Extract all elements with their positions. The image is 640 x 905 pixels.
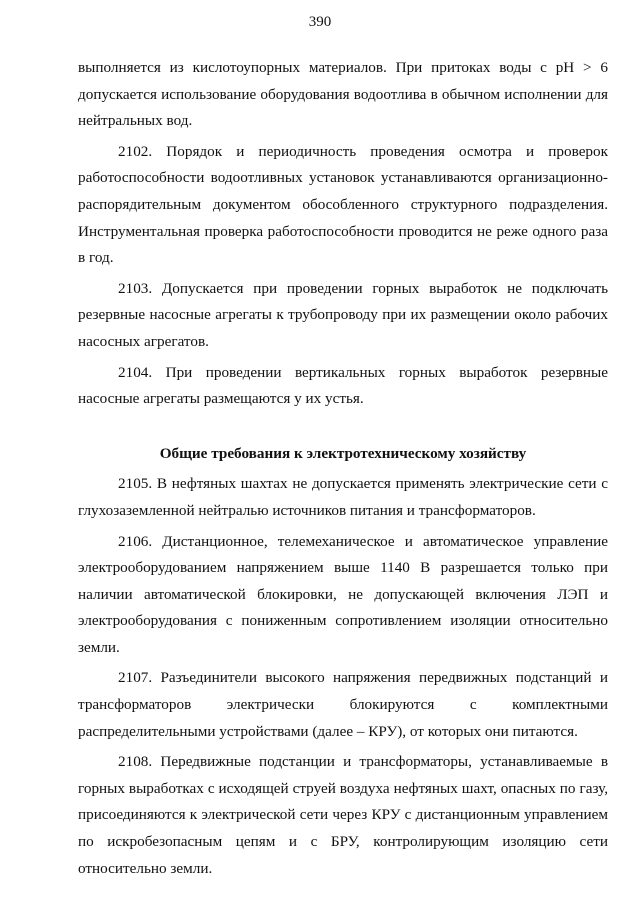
paragraph-2107: 2107. Разъединители высокого напряжения передвижных подстанций и трансформаторов электрически блокируются с комплектными распределительными устройствами (далее – КРУ), от которых они питаются. [78, 669, 608, 740]
section-heading: Общие требования к электротехническому хозяйству [159, 444, 527, 462]
document-body [78, 55, 608, 882]
paragraph-2103: 2103. Допускается при проведении горных выработок не подключать резервные насосные агрегаты к трубопроводу при их размещении около рабочих насосных агрегатов. [78, 279, 608, 350]
paragraph-continuation: выполняется из кислотоупорных материалов. При притоках воды с pH > 6 допускается использование оборудования водоотлива в обычном исполнении для нейтральных вод. [78, 59, 608, 130]
paragraph-2105: 2105. В нефтяных шахтах не допускается применять электрические сети с глухозаземленной нейтралью источников питания и трансформаторов. [78, 475, 608, 519]
paragraph-2106: 2106. Дистанционное, телемеханическое и автоматическое управление электрооборудованием напряжением выше 1140 В разрешается только при наличии автоматической блокировки, не допускающей включения ЛЭП и электрооборудования с пониженным сопротивлением изоляции относительно земли. [78, 532, 608, 656]
paragraph-2104: 2104. При проведении вертикальных горных выработок резервные насосные агрегаты размещаются у их устья. [78, 363, 608, 408]
page-number: 390 [308, 14, 332, 30]
paragraph-2108: 2108. Передвижные подстанции и трансформаторы, устанавливаемые в горных выработках с исходящей струей воздуха нефтяных шахт, опасных по газу, присоединяются к электрической сети через КРУ с дистанционным управлением по искробезопасным цепям и с БРУ, контролирующим изоляцию сети относительно земли. [78, 753, 608, 877]
paragraph-2102: 2102. Порядок и периодичность проведения осмотра и проверок работоспособности водоотливных установок устанавливаются организационно-распорядительным документом обособленного структурного подразделения. Инструментальная проверка работоспособности проводится не реже одного раза в год. [78, 142, 608, 267]
